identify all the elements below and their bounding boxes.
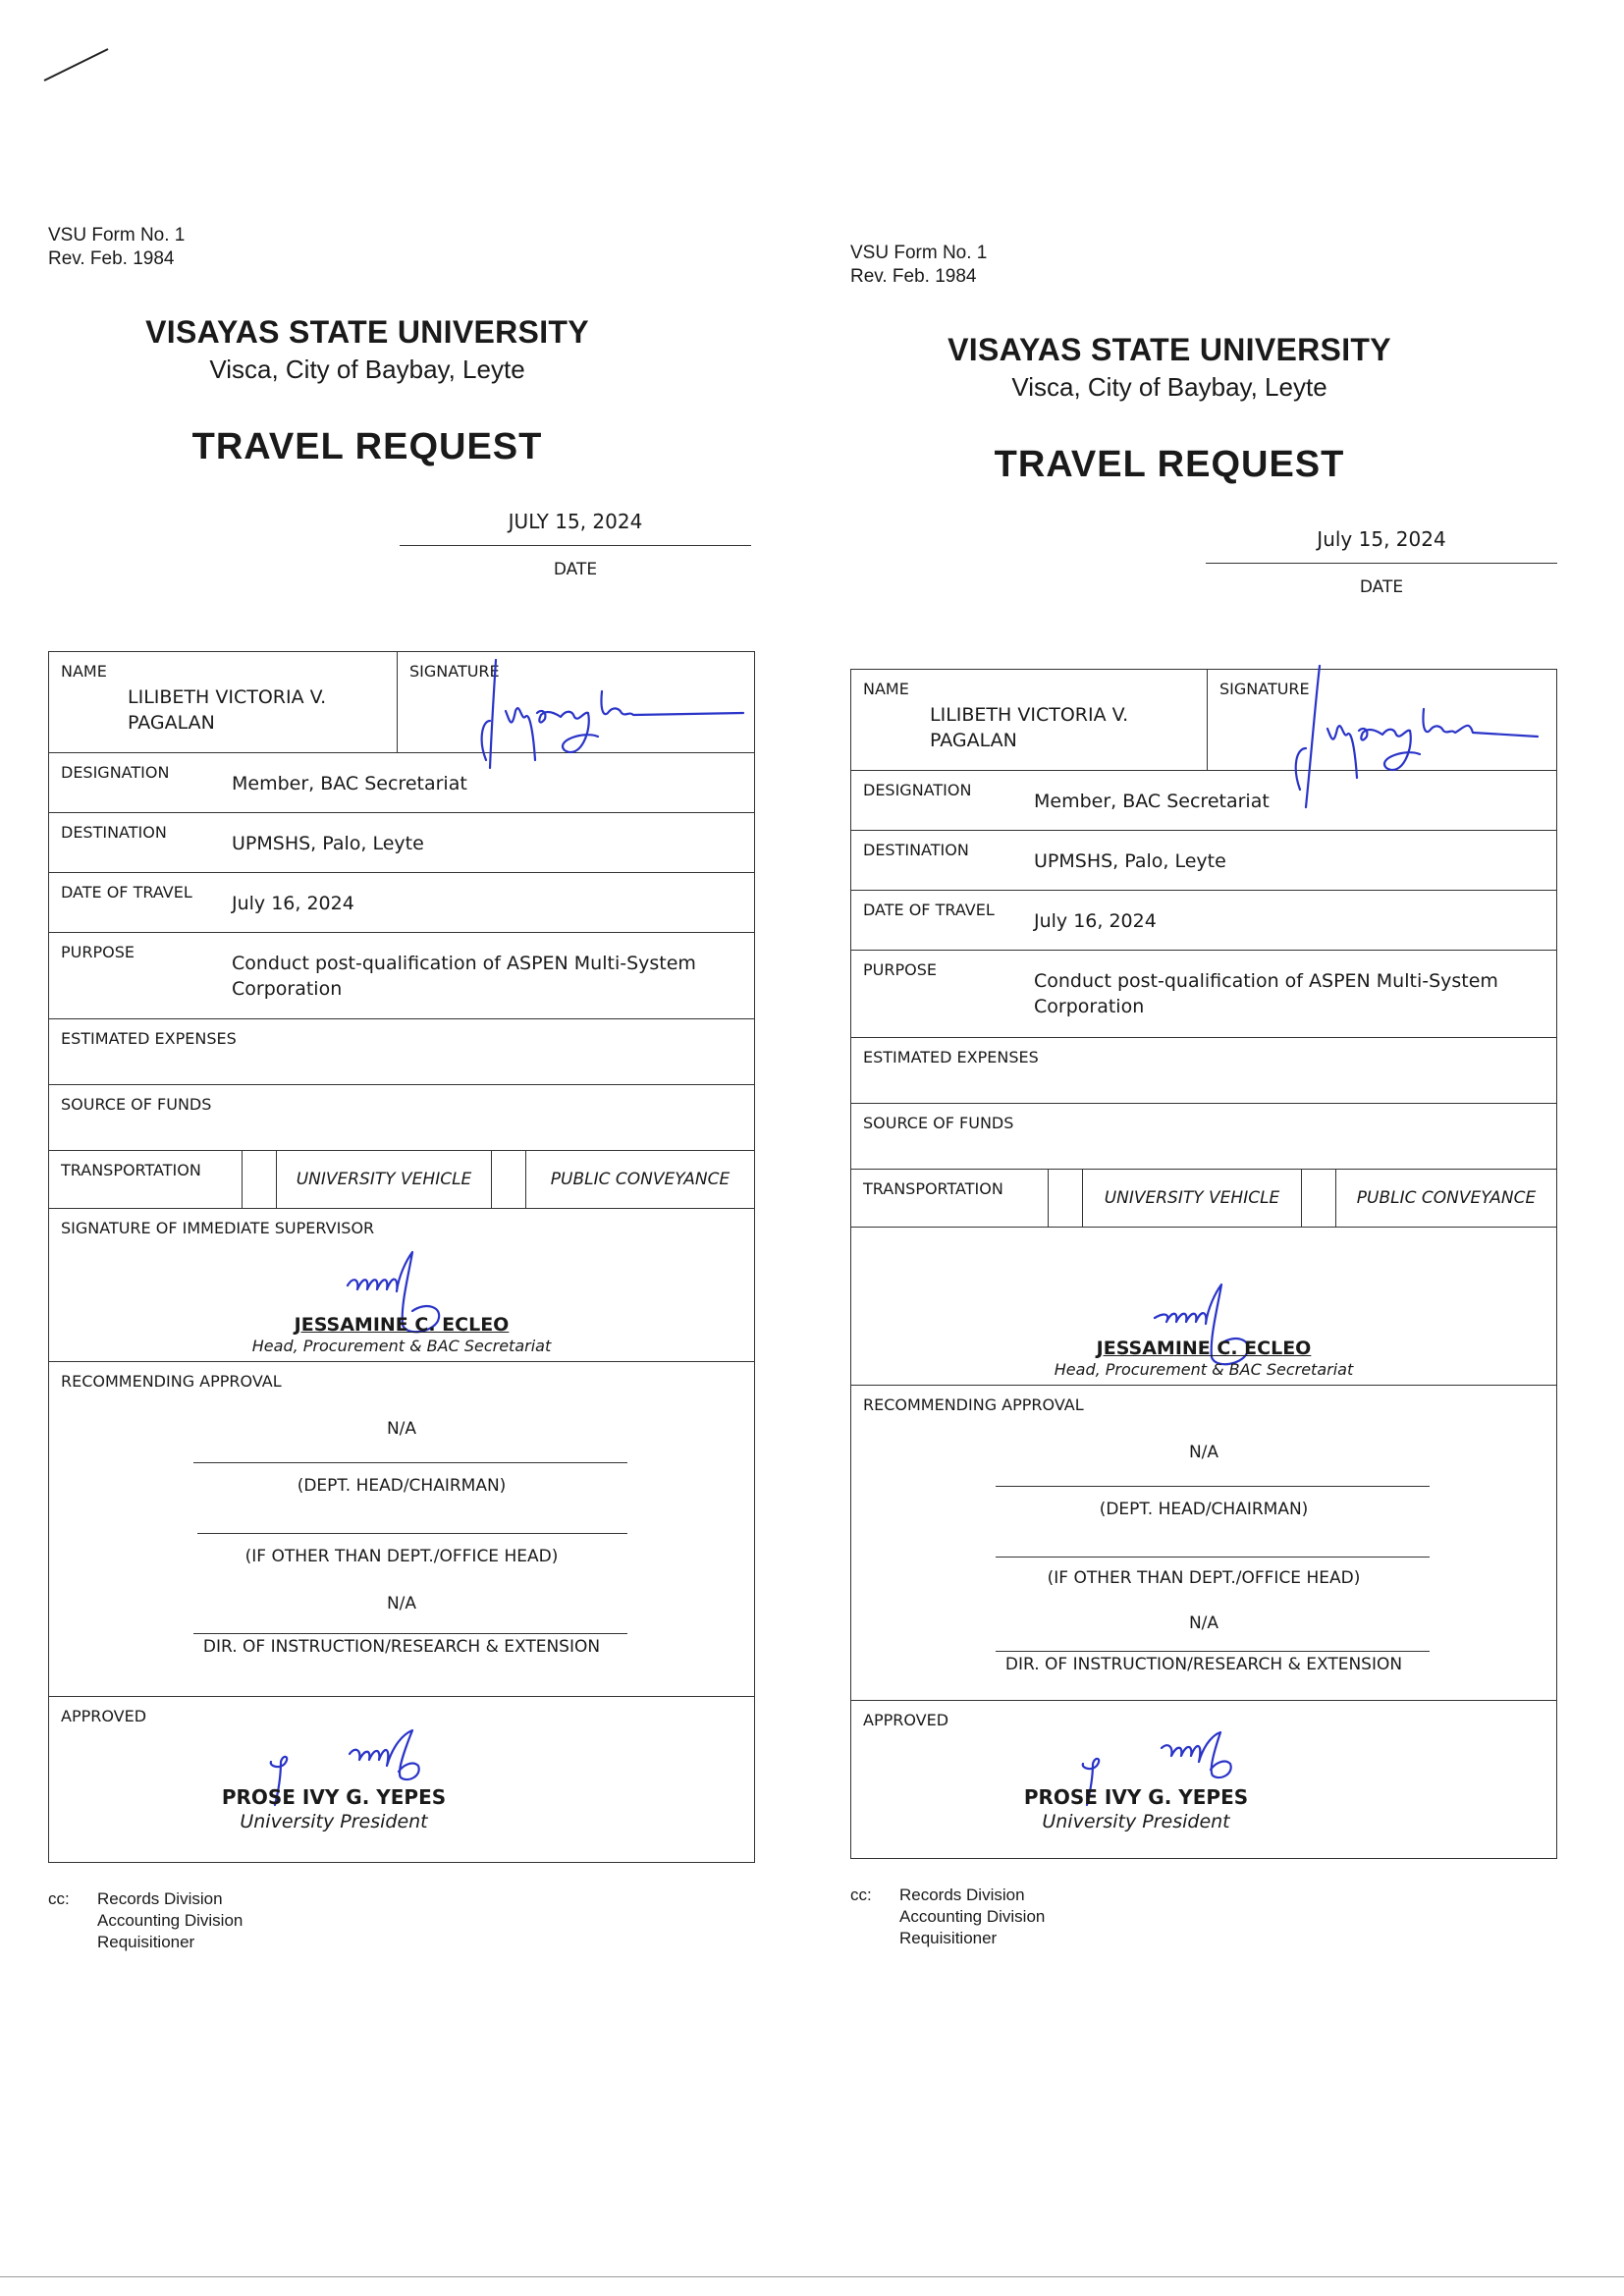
transportation-label: TRANSPORTATION <box>863 1179 1003 1198</box>
supervisor-title: Head, Procurement & BAC Secretariat <box>1054 1360 1354 1379</box>
cc-list <box>899 1885 1045 1949</box>
date-line <box>400 545 751 546</box>
dept-head-line <box>996 1486 1430 1487</box>
estimated-expenses-row <box>851 1038 1556 1104</box>
dept-head-value: N/A <box>1188 1443 1219 1462</box>
purpose-row <box>851 951 1556 1038</box>
cc-block <box>48 1888 755 1953</box>
date-of-travel-label: DATE OF TRAVEL <box>863 901 995 919</box>
form-revision: Rev. Feb. 1984 <box>850 266 977 287</box>
supervisor-name: JESSAMINE C. ECLEO <box>1096 1338 1312 1359</box>
source-of-funds-label: SOURCE OF FUNDS <box>61 1095 212 1114</box>
date-block <box>1206 527 1557 616</box>
university-vehicle-checkbox[interactable] <box>242 1151 277 1208</box>
public-conveyance-option: PUBLIC CONVEYANCE <box>1356 1188 1537 1208</box>
supervisor-signature-label: SIGNATURE OF IMMEDIATE SUPERVISOR <box>61 1219 375 1237</box>
university-vehicle-option: UNIVERSITY VEHICLE <box>1104 1188 1280 1208</box>
director-label: DIR. OF INSTRUCTION/RESEARCH & EXTENSION <box>1004 1655 1403 1674</box>
public-conveyance-checkbox[interactable] <box>491 1151 526 1208</box>
name-value: LILIBETH VICTORIA V. PAGALAN <box>930 704 1129 751</box>
cc-label: cc: <box>850 1886 872 1904</box>
university-header <box>782 332 1557 403</box>
director-value: N/A <box>1188 1613 1219 1633</box>
cc-item: Records Division <box>899 1886 1025 1904</box>
designation-row <box>851 771 1556 831</box>
date-label: DATE <box>553 560 598 579</box>
date-of-travel-value: July 16, 2024 <box>232 893 354 914</box>
supervisor-row <box>851 1228 1556 1386</box>
designation-label: DESIGNATION <box>61 763 170 782</box>
university-address: Visca, City of Baybay, Leyte <box>209 355 525 384</box>
approved-row <box>851 1701 1556 1858</box>
designation-value: Member, BAC Secretariat <box>232 773 467 794</box>
university-name: VISAYAS STATE UNIVERSITY <box>947 332 1391 367</box>
other-head-label: (IF OTHER THAN DEPT./OFFICE HEAD) <box>1047 1568 1361 1588</box>
university-vehicle-checkbox[interactable] <box>1048 1170 1083 1227</box>
form-number: VSU Form No. 1 <box>48 225 186 246</box>
cc-item: Accounting Division <box>899 1907 1046 1926</box>
cc-list <box>97 1888 243 1953</box>
university-address: Visca, City of Baybay, Leyte <box>1011 372 1327 402</box>
name-label: NAME <box>863 680 909 698</box>
university-header <box>0 314 755 385</box>
director-value: N/A <box>386 1594 417 1613</box>
cc-item: Requisitioner <box>97 1933 195 1951</box>
director-line <box>996 1651 1430 1652</box>
document-title: TRAVEL REQUEST <box>994 444 1345 485</box>
estimated-expenses-label: ESTIMATED EXPENSES <box>863 1048 1039 1066</box>
cc-item: Accounting Division <box>97 1911 244 1930</box>
name-row <box>49 652 754 753</box>
request-table <box>850 669 1557 1859</box>
dept-head-value: N/A <box>386 1419 417 1439</box>
designation-row <box>49 753 754 813</box>
estimated-expenses-row <box>49 1019 754 1085</box>
transportation-label: TRANSPORTATION <box>61 1161 201 1179</box>
president-name: PROSE IVY G. YEPES <box>221 1785 447 1809</box>
cc-item: Requisitioner <box>899 1929 998 1947</box>
cc-block <box>850 1885 1557 1949</box>
form-revision: Rev. Feb. 1984 <box>48 248 175 269</box>
supervisor-signature-label <box>851 1228 1556 1237</box>
destination-row <box>49 813 754 873</box>
university-vehicle-option: UNIVERSITY VEHICLE <box>296 1170 472 1189</box>
date-of-travel-value: July 16, 2024 <box>1034 910 1157 932</box>
recommending-approval-row <box>851 1386 1556 1701</box>
form-number: VSU Form No. 1 <box>850 243 988 263</box>
destination-row <box>851 831 1556 891</box>
other-head-label: (IF OTHER THAN DEPT./OFFICE HEAD) <box>244 1547 559 1566</box>
signature-label: SIGNATURE <box>409 662 500 681</box>
request-date: July 15, 2024 <box>1317 527 1446 551</box>
university-name: VISAYAS STATE UNIVERSITY <box>145 314 589 350</box>
purpose-label: PURPOSE <box>863 960 937 979</box>
dept-head-label: (DEPT. HEAD/CHAIRMAN) <box>1099 1500 1309 1519</box>
recommending-approval-label: RECOMMENDING APPROVAL <box>61 1372 282 1391</box>
supervisor-row <box>49 1209 754 1362</box>
dept-head-line <box>193 1462 627 1463</box>
recommending-approval-label: RECOMMENDING APPROVAL <box>863 1395 1084 1414</box>
travel-request-form-1 <box>48 224 755 1953</box>
approved-label: APPROVED <box>61 1707 147 1725</box>
public-conveyance-checkbox[interactable] <box>1301 1170 1336 1227</box>
destination-label: DESTINATION <box>61 823 167 842</box>
director-line <box>193 1633 627 1634</box>
cc-item: Records Division <box>97 1889 223 1908</box>
request-date: JULY 15, 2024 <box>508 510 643 533</box>
source-of-funds-row <box>851 1104 1556 1170</box>
date-of-travel-row <box>851 891 1556 951</box>
signature-cell <box>1208 670 1556 770</box>
destination-value: UPMSHS, Palo, Leyte <box>1034 850 1226 872</box>
president-title: University President <box>240 1811 428 1832</box>
purpose-value: Conduct post-qualification of ASPEN Multi-System Corporation <box>1034 970 1498 1017</box>
purpose-value: Conduct post-qualification of ASPEN Multi-System Corporation <box>232 953 696 1000</box>
date-of-travel-row <box>49 873 754 933</box>
date-block <box>400 510 751 598</box>
supervisor-name: JESSAMINE C. ECLEO <box>294 1314 510 1336</box>
public-conveyance-option: PUBLIC CONVEYANCE <box>550 1170 731 1189</box>
purpose-row <box>49 933 754 1019</box>
document-title: TRAVEL REQUEST <box>191 426 543 467</box>
destination-value: UPMSHS, Palo, Leyte <box>232 833 424 854</box>
director-label: DIR. OF INSTRUCTION/RESEARCH & EXTENSION <box>202 1637 601 1657</box>
transportation-row <box>851 1170 1556 1228</box>
request-table <box>48 651 755 1863</box>
purpose-label: PURPOSE <box>61 943 135 961</box>
recommending-approval-row <box>49 1362 754 1697</box>
source-of-funds-row <box>49 1085 754 1151</box>
approved-row <box>49 1697 754 1862</box>
signature-label: SIGNATURE <box>1219 680 1310 698</box>
stray-pen-mark <box>39 39 118 88</box>
name-label: NAME <box>61 662 107 681</box>
name-value: LILIBETH VICTORIA V. PAGALAN <box>128 686 327 734</box>
cc-label: cc: <box>48 1889 70 1908</box>
other-head-line <box>197 1533 627 1534</box>
date-label: DATE <box>1359 577 1404 597</box>
president-name: PROSE IVY G. YEPES <box>1023 1785 1249 1809</box>
estimated-expenses-label: ESTIMATED EXPENSES <box>61 1029 237 1048</box>
name-row <box>851 670 1556 771</box>
signature-cell <box>398 652 754 752</box>
supervisor-title: Head, Procurement & BAC Secretariat <box>251 1337 552 1355</box>
dept-head-label: (DEPT. HEAD/CHAIRMAN) <box>297 1476 507 1496</box>
transportation-row <box>49 1151 754 1209</box>
name-cell <box>851 670 1208 770</box>
other-head-line <box>996 1557 1430 1558</box>
travel-request-form-2 <box>850 242 1557 1949</box>
scan-edge-line <box>0 2276 1624 2277</box>
date-line <box>1206 563 1557 564</box>
designation-label: DESIGNATION <box>863 781 972 799</box>
president-title: University President <box>1042 1811 1230 1832</box>
source-of-funds-label: SOURCE OF FUNDS <box>863 1114 1014 1132</box>
approved-label: APPROVED <box>863 1711 949 1729</box>
name-cell <box>49 652 398 752</box>
destination-label: DESTINATION <box>863 841 969 859</box>
designation-value: Member, BAC Secretariat <box>1034 791 1270 812</box>
date-of-travel-label: DATE OF TRAVEL <box>61 883 192 902</box>
